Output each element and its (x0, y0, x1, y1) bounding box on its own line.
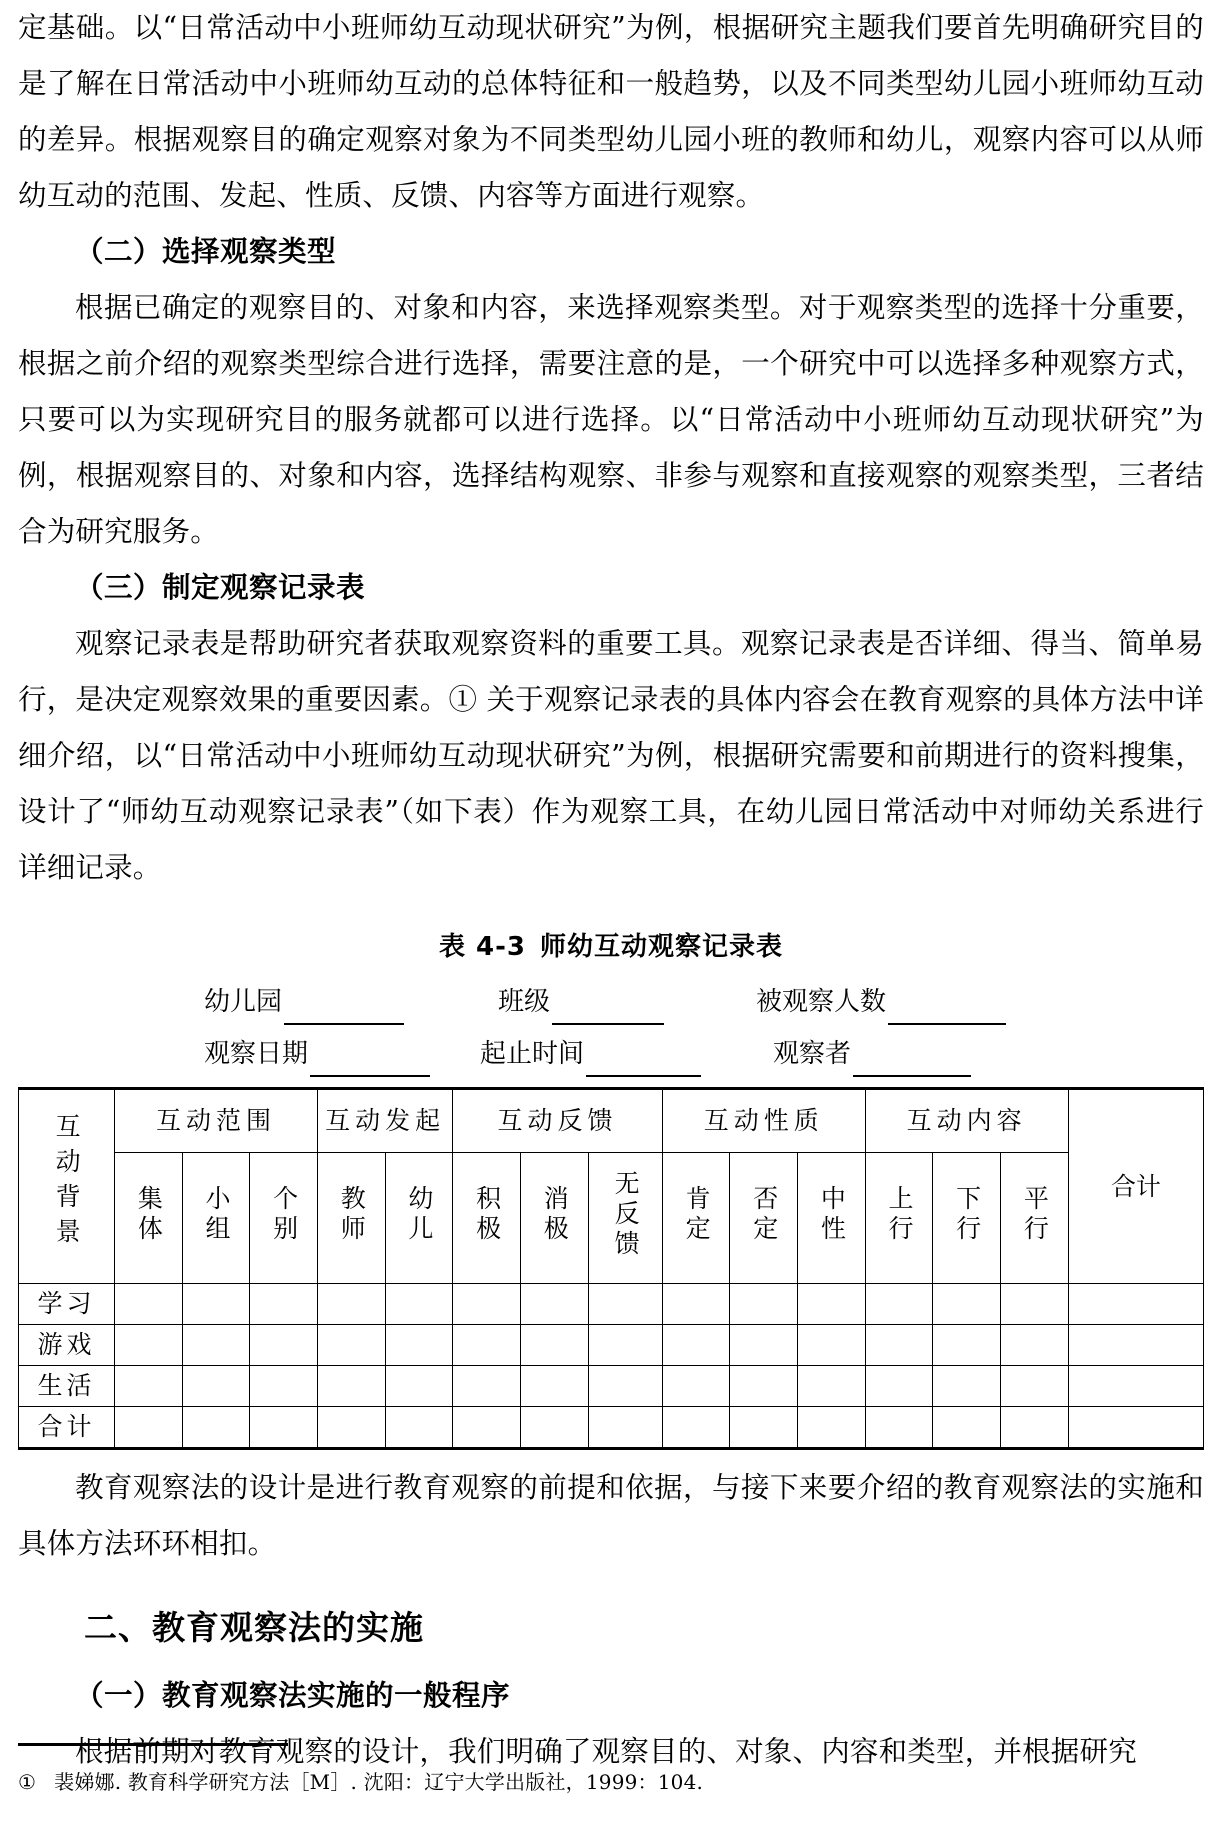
sub-header-individual (250, 1153, 318, 1284)
group-header-feedback: 互动反馈 (453, 1089, 663, 1153)
sub-header-upward-text: 上行 (885, 1184, 915, 1245)
heading-select-observation-type: （二）选择观察类型 (75, 235, 337, 268)
table-cell[interactable] (250, 1284, 318, 1325)
table-cell[interactable] (250, 1407, 318, 1449)
table-cell[interactable] (182, 1407, 250, 1449)
table-cell[interactable] (588, 1325, 662, 1366)
sub-header-parallel (1000, 1153, 1068, 1284)
form-field-row-2 (28, 1031, 1194, 1077)
form-field-kindergarten-blank[interactable] (284, 993, 404, 1025)
sub-header-individual-text: 个别 (269, 1184, 299, 1245)
footnote-marker: ① (18, 1770, 37, 1794)
table-cell[interactable] (385, 1284, 453, 1325)
paragraph-procedure-body: 根据前期对教育观察的设计，我们明确了观察目的、对象、内容和类型，并根据研究 (75, 1735, 1137, 1768)
spacer (18, 1572, 1204, 1598)
table-cell[interactable] (730, 1284, 798, 1325)
row-label-life: 生活 (19, 1366, 115, 1407)
table-cell[interactable] (662, 1407, 730, 1449)
table-cell[interactable] (385, 1407, 453, 1449)
table-cell[interactable] (865, 1366, 933, 1407)
sub-header-no-response (588, 1153, 662, 1284)
table-cell[interactable] (520, 1325, 588, 1366)
sub-header-teacher (317, 1153, 385, 1284)
table-cell[interactable] (182, 1325, 250, 1366)
table-cell[interactable] (662, 1284, 730, 1325)
sub-header-negative-text: 消极 (540, 1184, 570, 1245)
table-corner-label-text: 互动背景 (52, 1113, 82, 1254)
sub-header-collective-text: 集体 (134, 1184, 164, 1245)
footnote-entry (18, 1768, 1204, 1796)
table-cell[interactable] (933, 1366, 1001, 1407)
table-cell[interactable] (385, 1325, 453, 1366)
sub-header-neutral-text: 中性 (817, 1184, 847, 1245)
table-cell[interactable] (798, 1325, 866, 1366)
table-cell[interactable] (588, 1407, 662, 1449)
form-field-time-range-label: 起止时间 (480, 1039, 585, 1069)
form-field-time-range-blank[interactable] (586, 1045, 701, 1077)
sub-header-neutral (798, 1153, 866, 1284)
table-cell[interactable] (1068, 1284, 1203, 1325)
table-cell[interactable] (115, 1284, 183, 1325)
form-field-observation-date-blank[interactable] (310, 1045, 430, 1077)
row-label-learning: 学习 (19, 1284, 115, 1325)
table-cell[interactable] (317, 1325, 385, 1366)
paragraph-select-type-body: 根据已确定的观察目的、对象和内容，来选择观察类型。对于观察类型的选择十分重要，根据之前介绍的观察类型综合进行选择，需要注意的是，一个研究中可以选择多种观察方式，只要可以为实现研究目的服务就都可以进行选择。以“日常活动中小班师幼互动现状研究”为例，根据观察目的、对象和内容，选择结构观察、非参与观察和直接观察的观察类型，三者结合为研究服务。 (18, 291, 1204, 548)
paragraph-design-summary: 教育观察法的设计是进行教育观察的前提和依据，与接下来要介绍的教育观察法的实施和具体方法环环相扣。 (18, 1471, 1204, 1560)
sub-header-teacher-text: 教师 (337, 1184, 367, 1245)
heading-create-record-table: （三）制定观察记录表 (75, 571, 366, 604)
form-field-observed-count[interactable] (756, 979, 1006, 1025)
sub-header-deny (730, 1153, 798, 1284)
footnote-separator-rule (18, 1743, 288, 1746)
sub-header-positive-text: 积极 (472, 1184, 502, 1245)
table-cell[interactable] (385, 1366, 453, 1407)
table-caption-title: 师幼互动观察记录表 (540, 932, 784, 962)
table-corner-label (19, 1089, 115, 1284)
form-field-class-blank[interactable] (552, 993, 664, 1025)
table-cell[interactable] (317, 1407, 385, 1449)
sub-header-downward (933, 1153, 1001, 1284)
form-field-class[interactable] (498, 979, 664, 1025)
sub-header-child (385, 1153, 453, 1284)
form-field-observer-label: 观察者 (773, 1039, 852, 1069)
paragraph-continuation: 定基础。以“日常活动中小班师幼互动现状研究”为例，根据研究主题我们要首先明确研究目的是了解在日常活动中小班师幼互动的总体特征和一般趋势，以及不同类型幼儿园小班师幼互动的差异。根据观察目的确定观察对象为不同类型幼儿园小班的教师和幼儿，观察内容可以从师幼互动的范围、发起、性质、反馈、内容等方面进行观察。 (18, 11, 1204, 212)
table-cell[interactable] (520, 1284, 588, 1325)
table-cell[interactable] (588, 1284, 662, 1325)
table-cell[interactable] (798, 1407, 866, 1449)
sub-header-affirm (662, 1153, 730, 1284)
table-cell[interactable] (662, 1325, 730, 1366)
table-cell[interactable] (115, 1366, 183, 1407)
form-field-kindergarten-label: 幼儿园 (204, 987, 283, 1017)
sub-header-small-group-text: 小组 (201, 1184, 231, 1245)
table-cell[interactable] (798, 1284, 866, 1325)
sub-header-positive (453, 1153, 521, 1284)
form-field-observed-count-blank[interactable] (888, 993, 1006, 1025)
sub-header-no-response-text: 无反馈 (611, 1169, 641, 1260)
table-group-header-row (19, 1089, 1204, 1153)
table-cell[interactable] (115, 1407, 183, 1449)
table-cell[interactable] (1000, 1407, 1068, 1449)
table-total-header: 合计 (1068, 1089, 1203, 1284)
form-field-observer[interactable] (773, 1031, 971, 1077)
table-cell[interactable] (730, 1366, 798, 1407)
table-cell[interactable] (453, 1366, 521, 1407)
sub-header-small-group (182, 1153, 250, 1284)
table-cell[interactable] (1068, 1407, 1203, 1449)
form-field-kindergarten[interactable] (204, 979, 404, 1025)
table-cell[interactable] (1000, 1325, 1068, 1366)
group-header-content: 互动内容 (865, 1089, 1068, 1153)
form-field-row-1 (28, 979, 1194, 1025)
group-header-initiation: 互动发起 (317, 1089, 452, 1153)
table-caption (18, 926, 1204, 963)
row-label-total: 合计 (19, 1407, 115, 1449)
table-row (19, 1407, 1204, 1449)
table-row (19, 1284, 1204, 1325)
sub-header-collective (115, 1153, 183, 1284)
form-field-observation-date-label: 观察日期 (204, 1039, 309, 1069)
footnote-citation-text: 裴娣娜. 教育科学研究方法［M］. 沈阳：辽宁大学出版社，1999：104. (54, 1770, 704, 1794)
observation-record-table (18, 1087, 1204, 1450)
table-cell[interactable] (865, 1407, 933, 1449)
group-header-nature: 互动性质 (662, 1089, 865, 1153)
table-cell[interactable] (520, 1366, 588, 1407)
table-cell[interactable] (933, 1284, 1001, 1325)
table-cell[interactable] (182, 1284, 250, 1325)
table-cell[interactable] (730, 1325, 798, 1366)
table-cell[interactable] (865, 1284, 933, 1325)
table-cell[interactable] (453, 1284, 521, 1325)
table-cell[interactable] (1068, 1325, 1203, 1366)
table-cell[interactable] (865, 1325, 933, 1366)
heading-section-implementation: 二、教育观察法的实施 (84, 1608, 424, 1647)
sub-header-negative (520, 1153, 588, 1284)
table-cell[interactable] (1068, 1366, 1203, 1407)
table-row (19, 1325, 1204, 1366)
table-cell[interactable] (1000, 1366, 1068, 1407)
table-cell[interactable] (453, 1407, 521, 1449)
form-field-observer-blank[interactable] (853, 1045, 971, 1077)
table-cell[interactable] (933, 1325, 1001, 1366)
table-cell[interactable] (317, 1366, 385, 1407)
heading-general-procedure: （一）教育观察法实施的一般程序 (75, 1679, 511, 1712)
table-sub-header-row (19, 1153, 1204, 1284)
table-row (19, 1366, 1204, 1407)
table-cell[interactable] (115, 1325, 183, 1366)
sub-header-downward-text: 下行 (952, 1184, 982, 1245)
sub-header-upward (865, 1153, 933, 1284)
table-cell[interactable] (730, 1407, 798, 1449)
table-cell[interactable] (588, 1366, 662, 1407)
spacer (18, 1450, 1204, 1460)
sub-header-parallel-text: 平行 (1020, 1184, 1050, 1245)
form-field-observation-date[interactable] (204, 1031, 430, 1077)
sub-header-deny-text: 否定 (749, 1184, 779, 1245)
table-cell[interactable] (1000, 1284, 1068, 1325)
group-header-scope: 互动范围 (115, 1089, 318, 1153)
form-field-observed-count-label: 被观察人数 (756, 987, 887, 1017)
table-cell[interactable] (453, 1325, 521, 1366)
footnote-area (18, 1743, 1204, 1796)
spacer (18, 1658, 1204, 1668)
table-cell[interactable] (182, 1366, 250, 1407)
table-cell[interactable] (933, 1407, 1001, 1449)
sub-header-child-text: 幼儿 (404, 1184, 434, 1245)
table-cell[interactable] (250, 1325, 318, 1366)
table-cell[interactable] (662, 1366, 730, 1407)
sub-header-affirm-text: 肯定 (682, 1184, 712, 1245)
form-field-class-label: 班级 (498, 987, 551, 1017)
paragraph-record-table-body: 观察记录表是帮助研究者获取观察资料的重要工具。观察记录表是否详细、得当、简单易行，是决定观察效果的重要因素。① 关于观察记录表的具体内容会在教育观察的具体方法中详细介绍，以“日常活动中小班师幼互动现状研究”为例，根据研究需要和前期进行的资料搜集，设计了“师幼互动观察记录表”（如下表）作为观察工具，在幼儿园日常活动中对师幼关系进行详细记录。 (18, 627, 1204, 884)
table-cell[interactable] (798, 1366, 866, 1407)
table-cell[interactable] (317, 1284, 385, 1325)
table-caption-number: 表 4-3 (438, 932, 526, 962)
form-field-time-range[interactable] (480, 1031, 701, 1077)
table-cell[interactable] (250, 1366, 318, 1407)
table-form-fields (18, 979, 1204, 1077)
row-label-game: 游戏 (19, 1325, 115, 1366)
table-cell[interactable] (520, 1407, 588, 1449)
